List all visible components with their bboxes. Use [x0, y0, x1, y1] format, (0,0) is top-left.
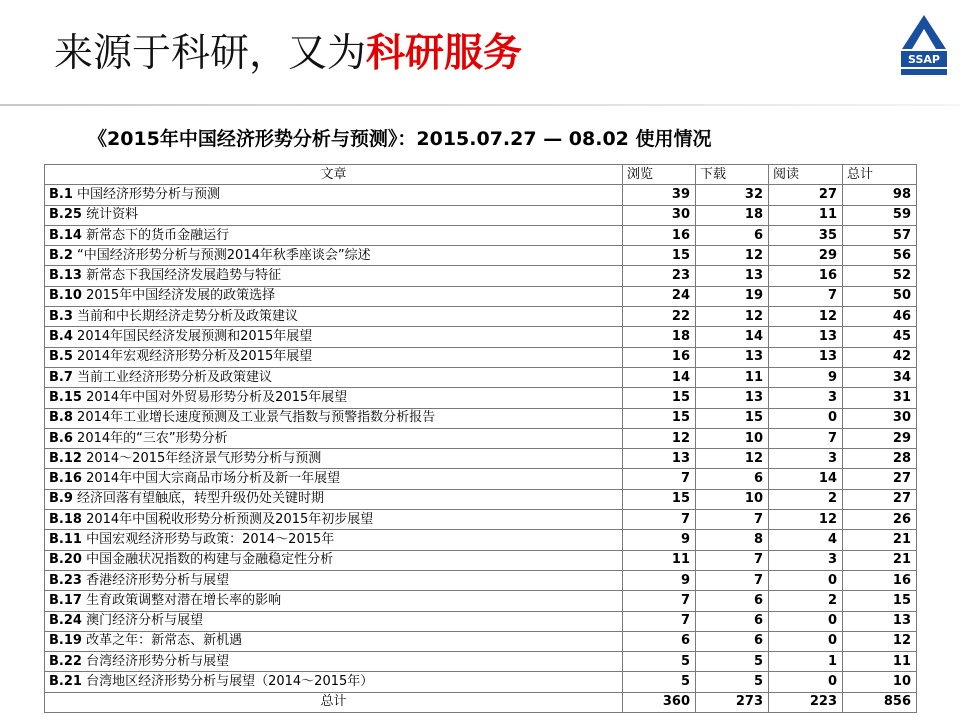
- article-title: 中国宏观经济形势与政策：2014～2015年: [86, 531, 335, 547]
- article-cell: [45, 631, 623, 651]
- article-title: 当前和中长期经济走势分析及政策建议: [77, 308, 299, 324]
- table-row: [45, 286, 917, 306]
- table-row: [45, 225, 917, 245]
- article-title: 2014年中国大宗商品市场分析及新一年展望: [86, 471, 341, 487]
- table-row: [45, 652, 917, 672]
- article-title: 澳门经济分析与展望: [86, 613, 204, 629]
- downloads-cell: 13: [696, 266, 769, 286]
- downloads-cell: 7: [696, 570, 769, 590]
- downloads-cell: 15: [696, 408, 769, 428]
- article-code: B.8: [49, 410, 73, 426]
- views-cell: 15: [623, 246, 696, 266]
- reads-cell: 16: [769, 266, 843, 286]
- column-header-reads: 阅读: [769, 165, 843, 185]
- slide-title: [54, 26, 522, 86]
- reads-cell: 35: [769, 225, 843, 245]
- article-title: 经济回落有望触底，转型升级仍处关键时期: [77, 491, 325, 507]
- reads-cell: 1: [769, 652, 843, 672]
- article-title: 2014年中国对外贸易形势分析及2015年展望: [86, 389, 348, 405]
- column-header-total: 总计: [843, 165, 917, 185]
- views-cell: 6: [623, 631, 696, 651]
- reads-cell: 2: [769, 591, 843, 611]
- reads-cell: 4: [769, 530, 843, 550]
- views-cell: 15: [623, 388, 696, 408]
- downloads-cell: 11: [696, 367, 769, 387]
- table-row: [45, 307, 917, 327]
- total-cell: 16: [843, 570, 917, 590]
- table-row: [45, 672, 917, 692]
- article-code: B.12: [49, 450, 82, 466]
- article-code: B.11: [49, 531, 82, 547]
- reads-cell: 2: [769, 489, 843, 509]
- usage-table: [44, 164, 917, 713]
- downloads-cell: 19: [696, 286, 769, 306]
- downloads-cell: 8: [696, 530, 769, 550]
- table-row: [45, 185, 917, 205]
- total-cell: 30: [843, 408, 917, 428]
- article-code: B.24: [49, 613, 82, 629]
- table-row: [45, 469, 917, 489]
- downloads-cell: 13: [696, 347, 769, 367]
- table-row: [45, 205, 917, 225]
- slide-title-emphasis: 科研服务: [366, 31, 523, 76]
- views-cell: 7: [623, 611, 696, 631]
- downloads-cell: 12: [696, 246, 769, 266]
- downloads-cell: 6: [696, 225, 769, 245]
- article-code: B.14: [49, 227, 82, 243]
- views-cell: 16: [623, 347, 696, 367]
- views-cell: 30: [623, 205, 696, 225]
- article-code: B.7: [49, 369, 73, 385]
- table-row: [45, 510, 917, 530]
- views-cell: 11: [623, 550, 696, 570]
- total-cell: 10: [843, 672, 917, 692]
- header-divider: [0, 104, 960, 106]
- total-cell: 12: [843, 631, 917, 651]
- reads-cell: 29: [769, 246, 843, 266]
- views-cell: 7: [623, 591, 696, 611]
- article-cell: [45, 611, 623, 631]
- views-cell: 14: [623, 367, 696, 387]
- article-title: 2015年中国经济发展的政策选择: [86, 288, 276, 304]
- table-row: [45, 530, 917, 550]
- downloads-cell: 32: [696, 185, 769, 205]
- total-cell: 21: [843, 550, 917, 570]
- article-title: 统计资料: [86, 207, 139, 223]
- article-cell: [45, 225, 623, 245]
- total-total: 856: [843, 692, 917, 712]
- table-total-row: [45, 692, 917, 712]
- views-cell: 18: [623, 327, 696, 347]
- views-cell: 7: [623, 510, 696, 530]
- table-header-row: [45, 165, 917, 185]
- article-code: B.18: [49, 511, 82, 527]
- article-title: 2014年宏观经济形势分析及2015年展望: [77, 349, 313, 365]
- column-header-views: 浏览: [623, 165, 696, 185]
- total-cell: 28: [843, 449, 917, 469]
- article-cell: [45, 530, 623, 550]
- article-cell: [45, 489, 623, 509]
- reads-cell: 27: [769, 185, 843, 205]
- downloads-cell: 5: [696, 672, 769, 692]
- reads-cell: 9: [769, 367, 843, 387]
- total-cell: 34: [843, 367, 917, 387]
- views-cell: 12: [623, 428, 696, 448]
- downloads-cell: 12: [696, 449, 769, 469]
- article-cell: [45, 388, 623, 408]
- article-cell: [45, 246, 623, 266]
- article-cell: [45, 510, 623, 530]
- total-cell: 21: [843, 530, 917, 550]
- views-cell: 39: [623, 185, 696, 205]
- downloads-cell: 6: [696, 611, 769, 631]
- article-cell: [45, 408, 623, 428]
- downloads-cell: 7: [696, 550, 769, 570]
- total-cell: 27: [843, 469, 917, 489]
- downloads-cell: 7: [696, 510, 769, 530]
- article-title: 台湾地区经济形势分析与展望（2014～2015年）: [86, 674, 374, 690]
- ssap-logo: [899, 13, 949, 77]
- reads-cell: 0: [769, 570, 843, 590]
- column-header-article: 文章: [45, 165, 623, 185]
- article-title: 香港经济形势分析与展望: [86, 572, 230, 588]
- article-cell: [45, 307, 623, 327]
- article-cell: [45, 347, 623, 367]
- article-cell: [45, 205, 623, 225]
- article-title: 中国金融状况指数的构建与金融稳定性分析: [86, 552, 334, 568]
- article-title: 新常态下的货币金融运行: [86, 227, 230, 243]
- article-title: 2014年工业增长速度预测及工业景气指数与预警指数分析报告: [77, 410, 436, 426]
- reads-cell: 0: [769, 631, 843, 651]
- total-cell: 29: [843, 428, 917, 448]
- table-row: [45, 428, 917, 448]
- reads-cell: 3: [769, 388, 843, 408]
- article-code: B.15: [49, 389, 82, 405]
- article-cell: [45, 185, 623, 205]
- downloads-cell: 10: [696, 428, 769, 448]
- ssap-logo-icon: [899, 13, 949, 77]
- views-cell: 7: [623, 469, 696, 489]
- table-caption: 《2015年中国经济形势分析与预测》：2015.07.27 — 08.02 使用情况: [88, 128, 712, 150]
- total-cell: 45: [843, 327, 917, 347]
- article-cell: [45, 550, 623, 570]
- article-code: B.19: [49, 633, 82, 649]
- article-title: 当前工业经济形势分析及政策建议: [77, 369, 273, 385]
- reads-cell: 7: [769, 428, 843, 448]
- views-cell: 15: [623, 408, 696, 428]
- article-cell: [45, 266, 623, 286]
- article-title: “中国经济形势分析与预测2014年秋季座谈会”综述: [77, 247, 371, 263]
- table-row: [45, 550, 917, 570]
- article-cell: [45, 449, 623, 469]
- views-cell: 16: [623, 225, 696, 245]
- ssap-logo-text: SSAP: [908, 53, 940, 66]
- downloads-cell: 14: [696, 327, 769, 347]
- article-code: B.17: [49, 592, 82, 608]
- article-code: B.5: [49, 349, 73, 365]
- total-label: 总计: [45, 692, 623, 712]
- downloads-cell: 6: [696, 591, 769, 611]
- reads-cell: 0: [769, 611, 843, 631]
- downloads-cell: 13: [696, 388, 769, 408]
- article-code: B.10: [49, 288, 82, 304]
- article-code: B.3: [49, 308, 73, 324]
- table-row: [45, 449, 917, 469]
- reads-cell: 13: [769, 347, 843, 367]
- table-row: [45, 631, 917, 651]
- downloads-cell: 10: [696, 489, 769, 509]
- table-row: [45, 347, 917, 367]
- article-title: 台湾经济形势分析与展望: [86, 653, 230, 669]
- article-code: B.9: [49, 491, 73, 507]
- slide-title-plain: 来源于科研，又为: [54, 31, 367, 76]
- article-code: B.16: [49, 471, 82, 487]
- total-cell: 13: [843, 611, 917, 631]
- article-cell: [45, 327, 623, 347]
- article-code: B.4: [49, 329, 73, 345]
- article-code: B.1: [49, 186, 73, 202]
- table-row: [45, 408, 917, 428]
- views-cell: 9: [623, 530, 696, 550]
- article-title: 新常态下我国经济发展趋势与特征: [86, 268, 282, 284]
- article-code: B.25: [49, 207, 82, 223]
- total-cell: 50: [843, 286, 917, 306]
- views-cell: 13: [623, 449, 696, 469]
- article-code: B.2: [49, 247, 73, 263]
- table-row: [45, 327, 917, 347]
- total-cell: 98: [843, 185, 917, 205]
- reads-cell: 14: [769, 469, 843, 489]
- downloads-cell: 6: [696, 631, 769, 651]
- table-row: [45, 489, 917, 509]
- table-row: [45, 266, 917, 286]
- total-cell: 57: [843, 225, 917, 245]
- total-cell: 42: [843, 347, 917, 367]
- downloads-cell: 18: [696, 205, 769, 225]
- article-cell: [45, 428, 623, 448]
- views-cell: 9: [623, 570, 696, 590]
- views-cell: 24: [623, 286, 696, 306]
- views-cell: 22: [623, 307, 696, 327]
- table-body: [45, 185, 917, 692]
- reads-cell: 12: [769, 510, 843, 530]
- downloads-cell: 5: [696, 652, 769, 672]
- total-reads: 223: [769, 692, 843, 712]
- table-row: [45, 388, 917, 408]
- article-code: B.22: [49, 653, 82, 669]
- article-title: 2014～2015年经济景气形势分析与预测: [86, 450, 322, 466]
- total-cell: 26: [843, 510, 917, 530]
- article-title: 2014年国民经济发展预测和2015年展望: [77, 329, 313, 345]
- reads-cell: 3: [769, 550, 843, 570]
- article-cell: [45, 469, 623, 489]
- article-code: B.20: [49, 552, 82, 568]
- article-cell: [45, 672, 623, 692]
- table-row: [45, 591, 917, 611]
- total-cell: 46: [843, 307, 917, 327]
- total-cell: 59: [843, 205, 917, 225]
- total-cell: 56: [843, 246, 917, 266]
- article-cell: [45, 570, 623, 590]
- table-row: [45, 611, 917, 631]
- total-views: 360: [623, 692, 696, 712]
- article-title: 中国经济形势分析与预测: [77, 186, 221, 202]
- article-cell: [45, 591, 623, 611]
- views-cell: 5: [623, 652, 696, 672]
- article-cell: [45, 367, 623, 387]
- total-cell: 52: [843, 266, 917, 286]
- article-cell: [45, 286, 623, 306]
- downloads-cell: 6: [696, 469, 769, 489]
- article-code: B.23: [49, 572, 82, 588]
- views-cell: 23: [623, 266, 696, 286]
- reads-cell: 3: [769, 449, 843, 469]
- table-row: [45, 367, 917, 387]
- views-cell: 15: [623, 489, 696, 509]
- downloads-cell: 12: [696, 307, 769, 327]
- column-header-downloads: 下载: [696, 165, 769, 185]
- article-title: 2014年的“三农”形势分析: [77, 430, 228, 446]
- reads-cell: 12: [769, 307, 843, 327]
- reads-cell: 11: [769, 205, 843, 225]
- article-title: 2014年中国税收形势分析预测及2015年初步展望: [86, 511, 374, 527]
- total-cell: 11: [843, 652, 917, 672]
- reads-cell: 13: [769, 327, 843, 347]
- reads-cell: 0: [769, 672, 843, 692]
- table-row: [45, 570, 917, 590]
- total-cell: 27: [843, 489, 917, 509]
- article-code: B.6: [49, 430, 73, 446]
- total-cell: 15: [843, 591, 917, 611]
- views-cell: 5: [623, 672, 696, 692]
- article-code: B.21: [49, 674, 82, 690]
- reads-cell: 7: [769, 286, 843, 306]
- article-code: B.13: [49, 268, 82, 284]
- article-cell: [45, 652, 623, 672]
- article-title: 生育政策调整对潜在增长率的影响: [86, 592, 282, 608]
- total-downloads: 273: [696, 692, 769, 712]
- total-cell: 31: [843, 388, 917, 408]
- reads-cell: 0: [769, 408, 843, 428]
- article-title: 改革之年：新常态、新机遇: [86, 633, 243, 649]
- table-row: [45, 246, 917, 266]
